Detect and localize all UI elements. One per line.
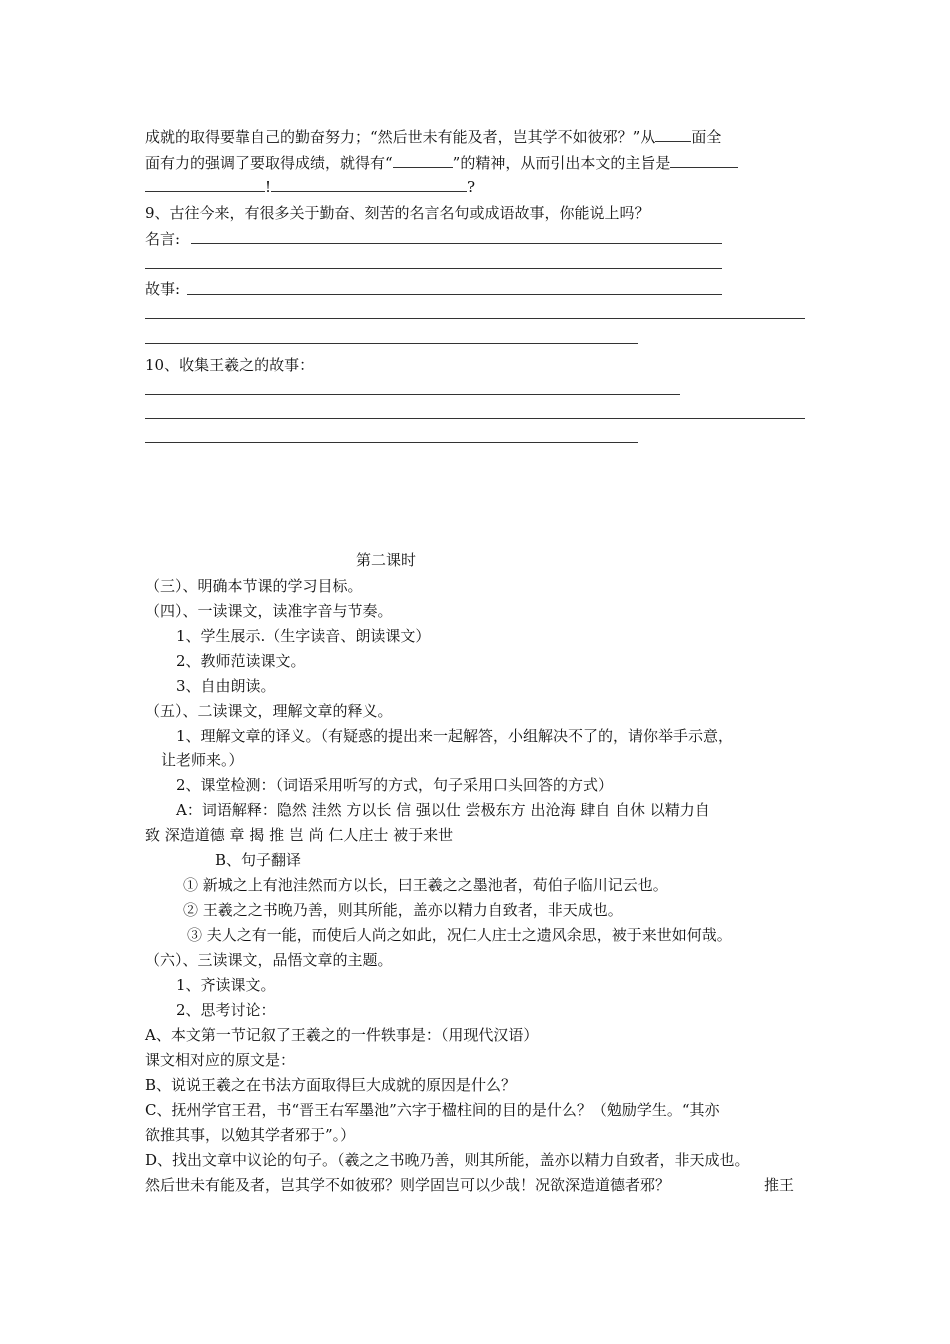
fill-blank xyxy=(271,177,467,192)
list-item: 1、学生展示.（生字读音、朗读课文） xyxy=(176,627,431,645)
list-item: 2、课堂检测：（词语采用听写的方式，句子采用口头回答的方式） xyxy=(176,776,614,794)
question-c-cont: 欲推其事，以勉其学者邪于”。） xyxy=(145,1126,356,1144)
list-item: 2、思考讨论： xyxy=(176,1001,276,1019)
fill-blank xyxy=(655,127,691,142)
fill-blank xyxy=(393,153,453,168)
question-c: C、抚州学官王君，书“晋王右军墨池”六字于楹柱间的目的是什么？（勉励学生。“其亦 xyxy=(145,1101,720,1119)
fill-blank xyxy=(670,153,738,168)
answer-line xyxy=(187,294,722,295)
text-line xyxy=(145,177,475,197)
answer-line xyxy=(145,318,805,319)
question-a: A、本文第一节记叙了王羲之的一件轶事是：（用现代汉语） xyxy=(145,1026,539,1044)
text-segment: 面有力的强调了要取得成绩，就得有“ xyxy=(145,154,393,172)
fill-blank xyxy=(145,177,265,192)
section-heading: （六）、三读课文，品悟文章的主题。 xyxy=(145,951,393,969)
gushi-label: 故事: xyxy=(145,280,181,298)
sentence-item: ② 王羲之之书晚乃善，则其所能，盖亦以精力自致者，非天成也。 xyxy=(183,901,623,919)
answer-line xyxy=(145,268,722,269)
list-item: 1、齐读课文。 xyxy=(176,976,276,994)
answer-line xyxy=(145,442,638,443)
sentence-item: ① 新城之上有池洼然而方以长，曰王羲之之墨池者，荀伯子临川记云也。 xyxy=(183,876,668,894)
list-item: 1、理解文章的译义。（有疑惑的提出来一起解答，小组解决不了的，请你举手示意， xyxy=(176,727,734,745)
question-9: 9、古往今来，有很多关于勤奋、刻苦的名言名句或成语故事，你能说上吗？ xyxy=(145,204,650,222)
list-item: 3、自由朗读。 xyxy=(176,677,276,695)
section-heading: （五）、二读课文，理解文章的释义。 xyxy=(145,702,393,720)
text-segment: 成就的取得要靠自己的勤奋努力；“然后世未有能及者，岂其学不如彼邪？”从 xyxy=(145,128,656,146)
text-line xyxy=(145,127,721,147)
section-heading: （三）、明确本节课的学习目标。 xyxy=(145,577,363,595)
sentence-item: ③ 夫人之有一能，而使后人尚之如此，况仁人庄士之遗风余思，被于来世如何哉。 xyxy=(187,926,732,944)
sub-heading: B、句子翻译 xyxy=(215,851,302,869)
question-d: D、找出文章中议论的句子。（羲之之书晚乃善，则其所能，盖亦以精力自致者，非天成也。 xyxy=(145,1151,750,1169)
text-segment: ? xyxy=(467,178,476,196)
question-a-cont: 课文相对应的原文是： xyxy=(145,1051,296,1069)
vocab-list: A：词语解释：隐然 洼然 方以长 信 强以仕 尝极东方 出沧海 肆自 自休 以精力自 xyxy=(176,801,710,819)
question-10: 10、收集王羲之的故事： xyxy=(145,356,315,374)
answer-line xyxy=(145,394,680,395)
text-segment: ”的精神，从而引出本文的主旨是 xyxy=(452,154,671,172)
question-b: B、说说王羲之在书法方面取得巨大成就的原因是什么？ xyxy=(145,1076,517,1094)
vocab-list-cont: 致 深造道德 章 揭 推 岂 尚 仁人庄士 被于来世 xyxy=(145,826,454,844)
answer-line xyxy=(191,243,722,244)
text-segment: 面全 xyxy=(691,128,722,146)
section-heading: （四）、一读课文，读准字音与节奏。 xyxy=(145,602,393,620)
text-line xyxy=(145,153,738,173)
text-segment: ! xyxy=(265,178,272,196)
question-d-tail: 推王 xyxy=(764,1176,795,1194)
section-title: 第二课时 xyxy=(356,551,417,569)
question-d-cont: 然后世未有能及者，岂其学不如彼邪？则学固岂可以少哉！况欲深造道德者邪？ xyxy=(145,1176,671,1194)
answer-line xyxy=(145,418,805,419)
answer-line xyxy=(145,343,638,344)
list-item-cont: 让老师来。） xyxy=(161,751,244,769)
list-item: 2、教师范读课文。 xyxy=(176,652,306,670)
mingyan-label: 名言: xyxy=(145,230,181,248)
